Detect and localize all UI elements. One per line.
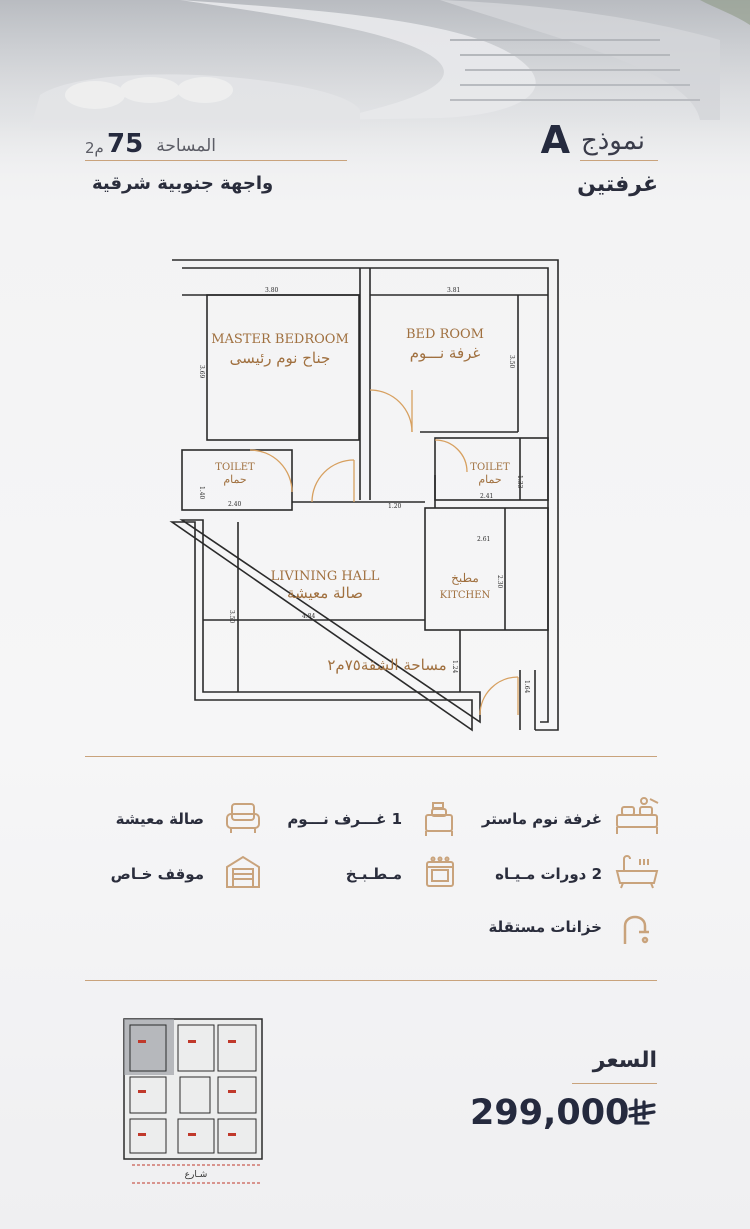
single-bed-icon [423, 801, 455, 837]
feature-bedrooms: 1 غـــرف نـــوم [287, 810, 402, 828]
dim-230: 2.30 [496, 575, 503, 589]
price-value: 299,000 [470, 1093, 630, 1133]
dim-484: 4.84 [302, 613, 316, 620]
feature-kitchen: مـطـبـخ [345, 865, 402, 883]
separator-top [85, 756, 657, 757]
label-master-en: MASTER BEDROOM [211, 332, 349, 347]
label-toilet1-ar: حمام [223, 473, 247, 486]
price-rule [572, 1083, 657, 1084]
dim-164: 1.64 [523, 680, 530, 694]
feature-parking: موقف خـاص [110, 865, 204, 883]
label-apartment-area: مساحة الشقة٧٥م٢ [327, 656, 447, 674]
area-label: المساحة [156, 136, 216, 156]
label-toilet1-en: TOILET [215, 462, 255, 473]
label-toilet2-ar: حمام [478, 473, 502, 486]
label-living-en: LIVINING HALL [270, 569, 380, 584]
faucet-icon [619, 910, 651, 946]
label-toilet2-en: TOILET [470, 462, 510, 473]
garage-icon [225, 855, 261, 889]
dim-350b: 3.50 [228, 610, 235, 624]
sofa-icon [225, 800, 261, 836]
dim-350a: 3.50 [508, 355, 515, 369]
dim-120: 1.20 [388, 503, 402, 510]
site-plan [118, 1015, 268, 1190]
facade-direction: واجهة جنوبية شرقية [92, 173, 274, 194]
dim-381: 3.81 [447, 287, 461, 294]
street-label: شـارع [184, 1170, 208, 1180]
price-label: السعر [592, 1048, 657, 1073]
dim-261: 2.61 [477, 536, 491, 543]
dim-124: 1.24 [451, 660, 458, 674]
feature-living: صالة معيشة [115, 810, 204, 828]
label-master-ar: جناح نوم رئيسى [229, 349, 331, 367]
feature-bathrooms: 2 دورات مـيـاه [495, 865, 602, 883]
feature-tanks: خزانات مستقلة [488, 918, 602, 936]
area-unit: م2 [85, 139, 104, 157]
header-rule-right [580, 160, 658, 161]
dim-133: 1.33 [516, 475, 523, 489]
label-living-ar: صالة معيشة [287, 584, 363, 602]
rooms-title: غرفتين [577, 172, 658, 197]
label-kitchen-ar: مطبخ [451, 571, 479, 585]
dim-240: 2.40 [228, 501, 242, 508]
label-bed-en: BED ROOM [405, 327, 485, 342]
floor-plan [160, 250, 570, 740]
bed-icon [614, 797, 660, 837]
stove-icon [424, 856, 456, 888]
model-letter: A [540, 118, 570, 162]
feature-master-bedroom: غرفة نوم ماستر [481, 810, 602, 828]
label-kitchen-en: KITCHEN [439, 590, 491, 601]
area-value: 75 [107, 129, 144, 159]
header-rule-left [85, 160, 347, 161]
dim-241: 2.41 [480, 493, 494, 500]
label-bed-ar: غرفة نـــوم [409, 344, 481, 362]
bathtub-icon [614, 853, 660, 889]
dim-380: 3.80 [265, 287, 279, 294]
riyal-icon [626, 1097, 658, 1129]
dim-140: 1.40 [198, 486, 205, 500]
model-label: نموذج [580, 126, 645, 156]
dim-369: 3.69 [198, 365, 205, 379]
separator-bottom [85, 980, 657, 981]
